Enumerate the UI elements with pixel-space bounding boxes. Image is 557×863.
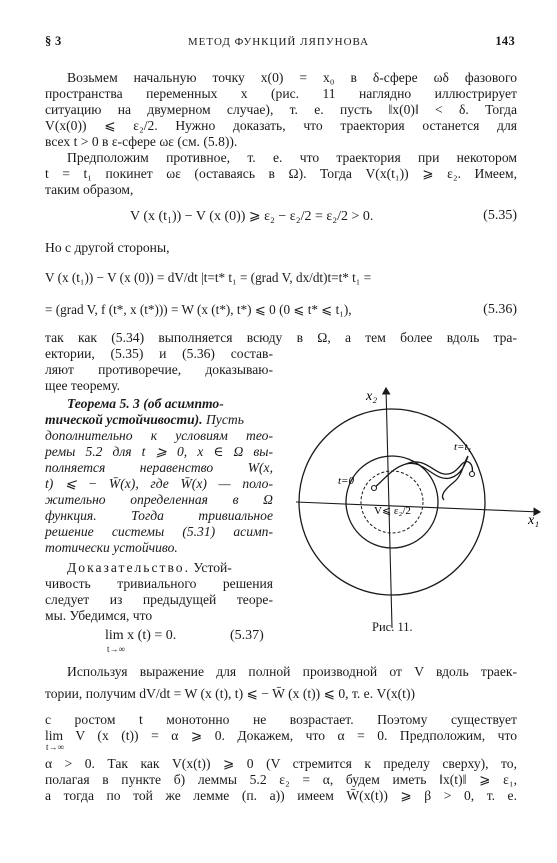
proof-line: следует из предыдущей теоре- [45,592,273,607]
delta-sphere [346,456,438,548]
text-line: lim V (x (t)) = α ⩾ 0. Докажем, что α = 0. Предположим, что [45,728,517,743]
level-set-circle [361,471,423,533]
equation-5-37: lim x (t) = 0. [105,628,177,643]
text-line: а тогда по той же лемме (п. а)) имеем W̄(x(t)) ⩾ β > 0, т. е. [45,788,517,803]
text-line: Возьмем начальную точку x(0) = x₀ в δ-сфере ωδ фазового [67,70,517,85]
start-point [372,486,377,491]
theorem-line: ремы 5.2 для t ⩾ 0, x ∈ Ω вы- [45,444,273,459]
proof-line: мы. Убедимся, что [45,608,153,623]
t0-label: t=0 [338,475,354,487]
text-line: так как (5.34) выполняется всюду в Ω, а тем более вдоль тра- [45,330,517,345]
text-line: таким образом, [45,182,134,197]
text-line: всех t > 0 в ε-сфере ωε (см. (5.8)). [45,134,238,149]
x2-label: x₂ [366,389,378,404]
text-line: Используя выражение для полной производной от V вдоль траек- [67,664,517,679]
inner-region-label: V⩽ ε₂/2 [374,505,411,517]
epsilon-sphere [299,409,485,595]
t1-label: t=t₁ [454,441,472,453]
text-line: пространства переменных x (рис. 11 наглядно иллюстрирует [45,86,517,101]
figure-11 [294,378,554,638]
theorem-title: Теорема 5. 3 (об асимпто- [67,396,224,411]
theorem-line: дополнительно к условиям тео- [45,428,273,443]
proof-line [45,560,273,576]
equation-5-35: V (x (t₁)) − V (x (0)) ⩾ ε₂ − ε₂/2 = ε₂/2 > 0. [130,209,374,224]
text-line: ситуацию на двумерном случае), т. е. пусть ‖x(0)‖ < δ. Тогда [45,102,517,117]
text-line: V(x(0)) ⩽ ε₂/2. Нужно доказать, что траектория останется для [45,118,517,133]
theorem-line: тотически устойчиво. [45,540,178,555]
theorem-line [45,412,273,428]
exit-point [470,472,475,477]
proof-head: Доказательство. [67,560,191,575]
proof-line: чивость тривиального решения [45,576,273,591]
theorem-line: полняется неравенство W(x, [45,460,273,475]
equation-5-36-line2: = (grad V, f (t*, x (t*))) = W (x (t*), t*) ⩽ 0 (0 ⩽ t* ⩽ t₁), [45,302,352,317]
limit-subscript: t→∞ [46,742,64,752]
theorem-title-cont: тической устойчивости). [45,412,203,427]
theorem-line: решение системы (5.31) асимп- [45,524,273,539]
limit-subscript: t→∞ [107,644,125,654]
text-line: t = t₁ покинет ωε (оставаясь в Ω). Тогда V(x(t₁)) ⩾ ε₂. Имеем, [45,166,517,181]
theorem-text: Пусть [202,412,244,427]
equation-number: (5.35) [483,208,517,223]
section-number: § 3 [45,34,62,48]
text-line: ляют противоречие, доказываю- [45,362,273,377]
running-title: МЕТОД ФУНКЦИЙ ЛЯПУНОВА [187,36,370,48]
theorem-line: жительно определенная в Ω [45,492,273,507]
page-number: 143 [495,34,515,48]
equation-number: (5.36) [483,302,517,317]
text-line: тории, получим dV/dt = W (x (t), t) ⩽ − W̄ (x (t)) ⩽ 0, т. е. V(x(t)) [45,686,415,701]
x1-label: x₁ [528,513,540,528]
text-line: Но с другой стороны, [45,240,170,255]
figure-caption: Рис. 11. [372,620,413,634]
equation-5-36-line1: V (x (t₁)) − V (x (0)) = dV/dt |t=t* t₁ = (grad V, dx/dt)t=t* t₁ = [45,270,372,285]
text-line: с ростом t монотонно не возрастает. Поэтому существует [45,712,517,727]
theorem-line: функция. Тогда тривиальное [45,508,273,523]
text-line: ектории, (5.35) и (5.36) состав- [45,346,273,361]
text-line: Предположим противное, т. е. что траектория при некотором [67,150,517,165]
theorem-line: t) ⩽ − W̄(x), где W̄(x) — поло- [45,476,273,491]
text-line: щее теорему. [45,378,120,393]
text-line: полагая в пункте б) леммы 5.2 ε₂ = α, будем иметь ‖x(t)‖ ⩾ ε₁, [45,772,517,787]
text-line: α > 0. Так как V(x(t)) ⩾ 0 (V стремится к пределу сверху), то, [45,756,517,771]
proof-text: Устой- [190,560,232,575]
equation-number: (5.37) [230,628,264,643]
x1-axis [296,502,540,512]
